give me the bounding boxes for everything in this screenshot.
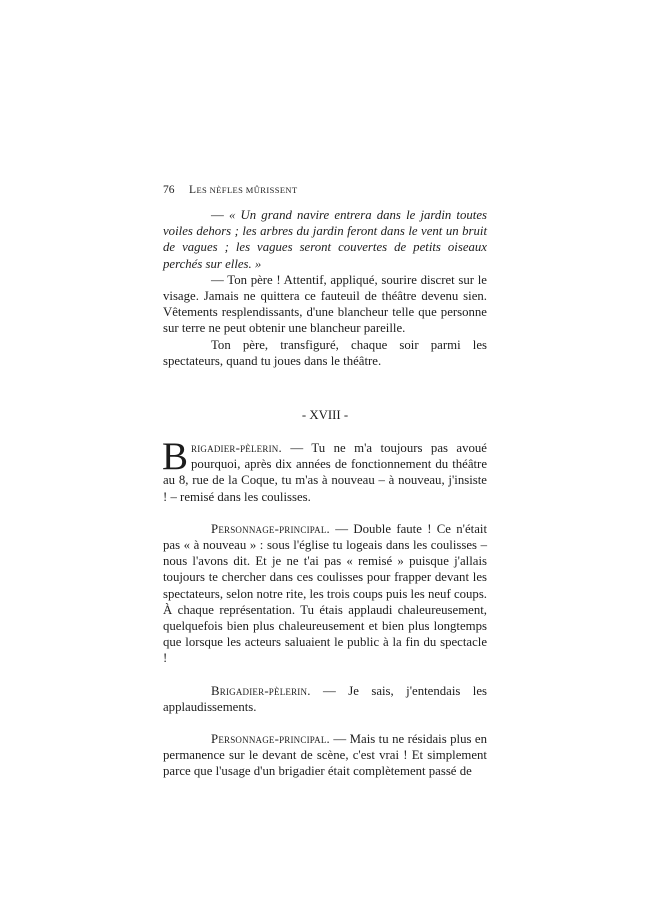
dialogue-text: — Double faute ! Ce n'était pas « à nouveau » : sous l'église tu logeais dans les coulisses – nous l'avons dit. Et je ne t'ai pas « remisé » puisque j'allais toujours te chercher dans ces coulisses pour frapper devant les spectateurs, selon notre rite, les trois coups puis les neuf coups. À chaque représentation. Tu étais applaudi chaleureusement, quelquefois bien plus chaleureusement et bien plus longtemps que lorsque les acteurs saluaient le public à la fin du spectacle ! (163, 521, 487, 666)
quote-dash: — (211, 208, 229, 222)
dialogue-text: — Mais tu ne résidais plus en permanence sur le devant de scène, c'est vrai ! Et simplement parce que l'usage d'un brigadier était complètement passé de (163, 732, 487, 779)
running-title-rest: ES NÈFLES MÛRISSENT (196, 185, 298, 195)
dialogue-text: — Tu ne m'a toujours pas avoué pourquoi, après dix années de fonctionnement du théâtre au 8, rue de la Coque, tu m'as à nouveau – à nouveau, j'insiste ! – remisé dans les coulisses. (163, 441, 487, 504)
page-number: 76 (163, 184, 175, 196)
running-title-initial: L (189, 184, 197, 196)
book-page (163, 183, 487, 796)
quote-text: « Un grand navire entrera dans le jardin toutes voiles dehors ; les arbres du jardin feront dans le vent un bruit de vagues ; les vagues seront couvertes de petits oiseaux perchés sur elles. » (163, 208, 487, 271)
quote-paragraph (163, 207, 487, 272)
speaker-name: Personnage-principal. (211, 521, 330, 536)
dialogue-text: — Je sais, j'entendais les applaudissements. (163, 683, 487, 714)
running-header (163, 183, 487, 197)
dialogue-paragraph-4 (163, 731, 487, 780)
section-heading: - XVIII - (301, 408, 349, 423)
dialogue-paragraph-3 (163, 683, 487, 715)
intro-paragraph-transfigured: Ton père, transfiguré, chaque soir parmi les spectateurs, quand tu joues dans le théâtre. (163, 337, 487, 368)
drop-cap: B (162, 435, 189, 479)
intro-paragraph-father: — Ton père ! Attentif, appliqué, sourire discret sur le visage. Jamais ne quittera ce fauteuil de théâtre devenu sien. Vêtements resplendissants, d'une blancheur telle que personne sur terre ne peut obtenir une blancheur pareille. (163, 272, 487, 336)
running-title (189, 185, 298, 195)
dialogue-paragraph-2 (163, 521, 487, 667)
speaker-name: Brigadier-pèlerin. (211, 683, 311, 698)
speaker-name: rigadier-pèlerin. (191, 441, 282, 456)
speaker-name: Personnage-principal. (211, 732, 330, 747)
dialogue-paragraph-1 (162, 435, 487, 505)
